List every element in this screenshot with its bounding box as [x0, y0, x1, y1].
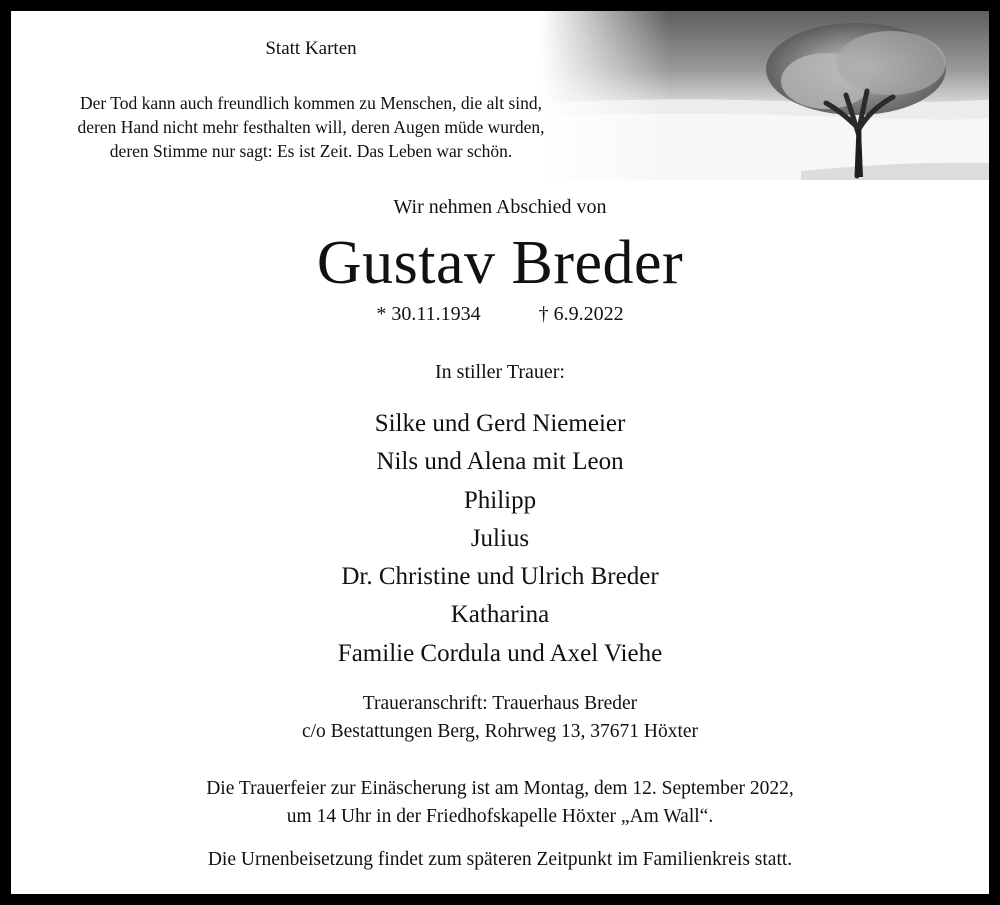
quote-line: deren Hand nicht mehr festhalten will, deren Augen müde wurden,	[77, 117, 545, 137]
mourner-name: Familie Cordula und Axel Viehe	[337, 639, 663, 667]
mourners-heading: In stiller Trauer:	[435, 361, 565, 383]
statt-karten: Statt Karten	[265, 38, 357, 59]
mourner-name: Philipp	[463, 486, 537, 514]
life-dates	[11, 303, 989, 326]
death-date: † 6.9.2022	[538, 303, 624, 325]
birth-date: * 30.11.1934	[376, 303, 481, 325]
mourner-name: Nils und Alena mit Leon	[376, 448, 624, 476]
address-line: c/o Bestattungen Berg, Rohrweg 13, 37671 Höxter	[301, 721, 699, 742]
mourners-list	[11, 405, 989, 673]
deceased-name: Gustav Breder	[316, 229, 684, 297]
ceremony-line: um 14 Uhr in der Friedhofskapelle Höxter „Am Wall“.	[286, 806, 714, 827]
ceremony-line: Die Trauerfeier zur Einäscherung ist am Montag, dem 12. September 2022,	[206, 778, 794, 799]
mourner-name: Silke und Gerd Niemeier	[374, 410, 626, 437]
header-text	[11, 11, 611, 180]
ceremony-info	[11, 775, 989, 831]
quote-line: deren Stimme nur sagt: Es ist Zeit. Das Leben war schön.	[109, 141, 513, 161]
urn-burial-info: Die Urnenbeisetzung findet zum späteren Zeitpunkt im Familienkreis statt.	[207, 849, 793, 870]
mourner-name: Dr. Christine und Ulrich Breder	[341, 563, 659, 591]
mourner-name: Julius	[470, 524, 530, 552]
mourning-address	[11, 690, 989, 746]
quote	[11, 91, 611, 163]
address-line: Traueranschrift: Trauerhaus Breder	[362, 693, 638, 714]
mourner-name: Katharina	[450, 601, 550, 629]
quote-line: Der Tod kann auch freundlich kommen zu Menschen, die alt sind,	[79, 93, 543, 113]
farewell-intro: Wir nehmen Abschied von	[393, 196, 607, 218]
